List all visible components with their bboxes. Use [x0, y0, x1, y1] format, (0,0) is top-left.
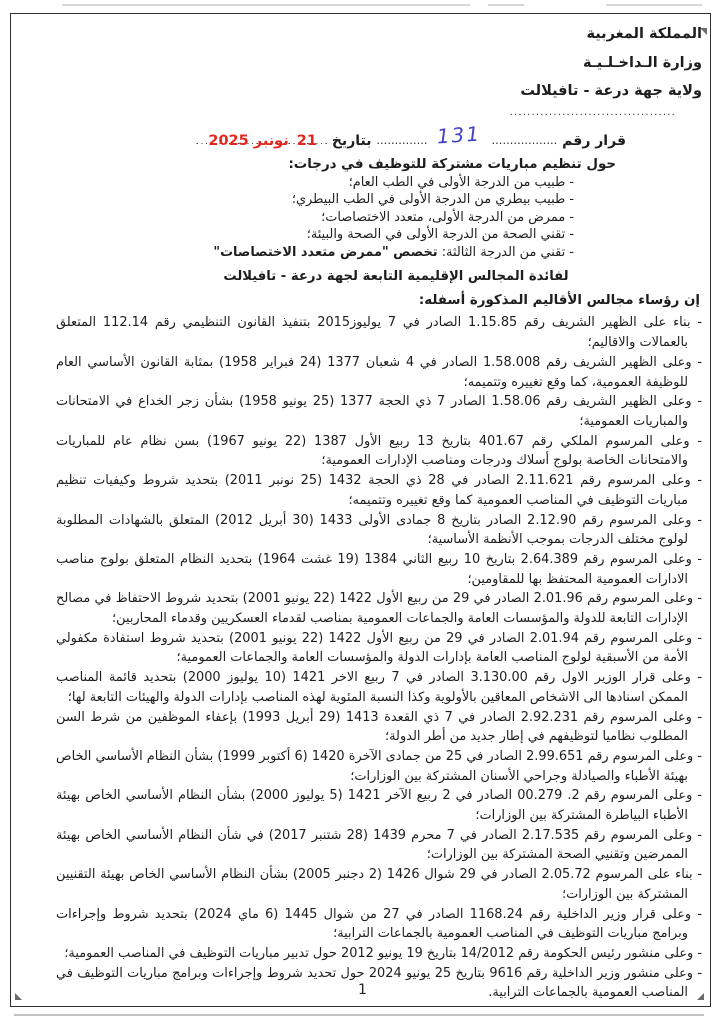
letterhead-region: ولاية جهة درعة - تافيلالت [520, 83, 702, 99]
legal-reference-item: - وعلى المرسوم رقم 2.01.96 الصادر في 29 من ربيع الأول 1422 (22 يونيو 2001) بتحديد شروط الاحتفاظ في مصالح الإدارات التابعة للدولة والمؤسسات العامة والجماعات العمومية بمناصب لقدماء العسكريين وقدماء المحاربين؛ [56, 591, 702, 627]
legal-reference-item: - وعلى قرار وزير الداخلية رقم 1168.24 الصادر في 27 من شوال 1445 (6 ماي 2024) بتحديد شروط وإجراءات وبرامج مباريات التوظيف في المناصب العمومية بالجماعات الترابية؛ [56, 906, 702, 942]
legal-reference-item: - وعلى المرسوم الملكي رقم 401.67 بتاريخ 13 ربيع الأول 1387 (22 يونيو 1967) بسن نظام عام للمباريات والامتحانات الخاصة بولوج أسلاك ودرجات ومناصب الإدارات العمومية؛ [56, 433, 702, 469]
degree-special-prefix: - تقني من الدرجة الثالثة: [437, 244, 574, 260]
legal-reference-item: - وعلى الظهير الشريف رقم 1.58.06 الصادر 7 ذي الحجة 1377 (25 يونيو 1958) بشأن زجر الخداع في الامتحانات والمباريات العمومية؛ [56, 394, 702, 429]
letterhead-separator: ...................................... [509, 106, 676, 118]
legal-reference-item: - بناء على الظهير الشريف رقم 1.15.85 الصادر في 7 يوليوز2015 بتنفيذ القانون التنظيمي رقم 112.14 المتعلق بالعمالات والاقاليم؛ [56, 315, 703, 351]
legal-reference-item: - وعلى قرار الوزير الاول رقم 3.130.00 الصادر في 7 ربيع الاخر 1421 (10 يوليوز 2000) بتحديد قائمة المناصب الممكن اسنادها الى الاشخاص المعاقين بالأولوية وكذا النسبة المئوية لهذه المناصب بإدارات الدولة والهيئات التابعة لها؛ [56, 670, 702, 705]
preamble-line: إن رؤساء مجالس الأقاليم المذكورة أسفله: [418, 293, 700, 309]
legal-reference-item: - وعلى المرسوم رقم 2.17.535 الصادر في 7 محرم 1439 (28 شتنبر 2017) في شأن النظام الأساسي الخاص بهيئة الممرضين وتقنيي الصحة المشتركة بين الوزارات؛ [56, 827, 703, 863]
date-stamp [194, 133, 327, 149]
legal-reference-item: - وعلى المرسوم رقم 2. 00.279 الصادر في 2 ربيع الآخر 1421 (5 يوليوز 2000) بشأن النظام الأساسي الخاص بهيئة الأطباء البياطرة المشتركة بين الوزارات؛ [56, 788, 703, 824]
document-content [56, 20, 702, 1003]
decree-date-label: بتاريخ [331, 132, 372, 149]
degree-item: - طبيب بيطري من الدرجة الأولى في الطب البيطري؛ [291, 192, 574, 208]
legal-reference-item: - وعلى منشور رئيس الحكومة رقم 14/2012 بتاريخ 19 يونيو 2012 حول تدبير مباريات التوظيف في المناصب العمومية؛ [64, 945, 702, 961]
degree-special-specialty: تخصص "ممرض متعدد الاختصاصات" [213, 244, 438, 260]
degree-item: - تقني الصحة من الدرجة الأولى في الصحة والبيئة؛ [306, 227, 574, 243]
subject-intro: حول تنظيم مباريات مشتركة للتوظيف في درجات: [288, 156, 616, 172]
scan-artifact-line [606, 4, 702, 6]
degree-item: - طبيب من الدرجة الأولى في الطب العام؛ [348, 174, 574, 190]
decree-number-label: قرار رقم [562, 132, 626, 149]
stamp-day: 21 [296, 132, 317, 149]
handwritten-decree-number: 131 [436, 120, 483, 149]
scan-artifact-line [14, 1014, 704, 1016]
legal-reference-item: - وعلى منشور وزير الداخلية رقم 9616 بتاريخ 25 يونيو 2024 حول تحديد شروط وإجراءات وبرامج مباريات التوظيف في المناصب العمومية بالجماعات الترابية. [56, 965, 702, 1001]
degree-item-special [56, 244, 574, 262]
legal-reference-item: - وعلى المرسوم رقم 2.12.90 الصادر بتاريخ 8 جمادى الأولى 1433 (30 أبريل 2012) المتعلق بالشهادات المطلوبة لولوج مختلف الدرجات بموجب الأنظمة الأساسية؛ [56, 512, 703, 548]
legal-reference-item: - وعلى المرسوم رقم 2.11.621 الصادر في 28 ذي الحجة 1432 (25 نونبر 2011) بتحديد شروط وكيفيات تنظيم مباريات التوظيف في المناصب العمومية كما وقع تغييره وتتميمه؛ [56, 473, 703, 508]
letterhead-country: المملكة المغربية [586, 26, 702, 42]
letterhead-block [56, 20, 702, 117]
scan-artifact-line [488, 4, 524, 6]
letterhead-ministry: وزارة الـداخـلـيـة [583, 54, 702, 71]
legal-reference-item: - وعلى الظهير الشريف رقم 1.58.008 الصادر في 4 شعبان 1377 (24 فبراير 1958) بمثابة القانون الأساسي العام للوظيفة العمومية، كما وقع تغييره وتتميمه؛ [56, 354, 702, 390]
legal-references-list [56, 313, 702, 1003]
decree-number-date-line [56, 120, 626, 150]
degrees-list [56, 174, 702, 262]
degree-item: - ممرض من الدرجة الأولى، متعدد الاختصاصات؛ [321, 209, 574, 225]
scan-artifact-line [62, 4, 470, 6]
legal-reference-item: - وعلى المرسوم رقم 2.99.651 الصادر في 25 من جمادى الآخرة 1420 (6 أكتوبر 1999) بشأن النظام الأساسي الخاص بهيئة الأطباء والصيادلة وجراحي الأسنان المشتركة بين الوزارات؛ [56, 748, 703, 784]
leader-dots: .............. [376, 132, 428, 147]
legal-reference-item: - وعلى المرسوم رقم 2.92.231 الصادر في 7 ذي القعدة 1413 (29 أبريل 1993) بإعفاء الموظفين من شرط السن المطلوب نظاميا لتوظيفهم في إطار جديد من أطر الدولة؛ [56, 709, 702, 745]
legal-reference-item: - وعلى المرسوم رقم 2.64.389 بتاريخ 10 ربيع الثاني 1384 (19 غشت 1964) بتحديد النظام المتعلق بولوج مناصب الادارات العمومية المحتفظ بها للمقاومين؛ [56, 551, 703, 587]
legal-reference-item: - بناء على المرسوم 2.05.72 الصادر في 29 شوال 1426 (2 دجنبر 2005) بشأن النظام الأساسي الخاص بهيئة التقنيين المشتركة بين الوزارات؛ [56, 867, 702, 902]
leader-dots: .................. [491, 132, 558, 147]
legal-reference-item: - وعلى المرسوم رقم 2.01.94 الصادر في 29 من ربيع الأول 1422 (22 يونيو 2001) بتحديد شروط استفادة مكفولي الأمة من الأسبقية لولوج المناصب العامة بإدارات الدولة والمؤسسات العامة والجماعات العمومية؛ [56, 630, 702, 666]
page-number: 1 [358, 982, 367, 998]
beneficiary-line: لفائدة المجالس الإقليمية التابعة لجهة درعة - تافيلالت [223, 269, 569, 285]
stamp-year: 2025 [208, 132, 249, 149]
stamp-month: نونبر [253, 132, 289, 149]
